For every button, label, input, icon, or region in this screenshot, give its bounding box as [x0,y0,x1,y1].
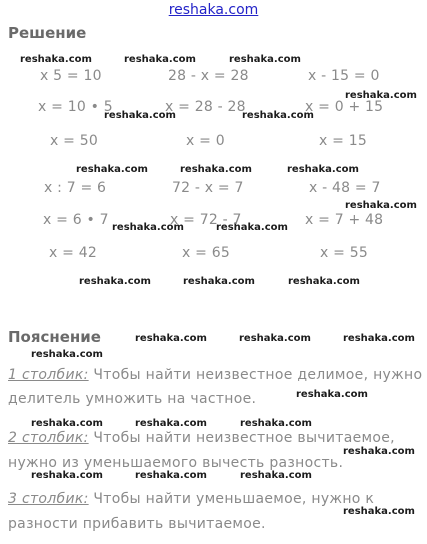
equation: x - 15 = 0 [308,68,380,84]
explanation-3-label: 3 столбик: [8,491,89,507]
watermark: reshaka.com [112,222,184,233]
watermark: reshaka.com [216,222,288,233]
equation: x = 7 + 48 [305,212,384,228]
site-title-link[interactable]: reshaka.com [168,2,259,18]
watermark: reshaka.com [242,110,314,121]
equation: x = 72 - 7 [170,212,242,228]
explanation-2-line-2: нужно из уменьшаемого вычесть разность. [8,455,344,471]
watermark: reshaka.com [343,446,415,457]
watermark: reshaka.com [135,418,207,429]
watermark: reshaka.com [345,90,417,101]
equation: x = 42 [49,245,97,261]
watermark: reshaka.com [31,470,103,481]
watermark: reshaka.com [183,276,255,287]
watermark: reshaka.com [345,200,417,211]
watermark: reshaka.com [31,349,103,360]
equation: x = 0 + 15 [305,99,384,115]
explanation-3-text: Чтобы найти уменьшаемое, нужно к [88,491,375,507]
explanation-1-label: 1 столбик: [8,367,89,383]
watermark: reshaka.com [287,164,359,175]
watermark: reshaka.com [124,54,196,65]
equation: x = 65 [182,245,230,261]
explanation-3-line-2: разности прибавить вычитаемое. [8,516,266,532]
watermark: reshaka.com [229,54,301,65]
equation: x - 48 = 7 [309,180,381,196]
watermark: reshaka.com [296,389,368,400]
explanation-2-label: 2 столбик: [8,430,89,446]
watermark: reshaka.com [31,418,103,429]
watermark: reshaka.com [180,164,252,175]
watermark: reshaka.com [288,276,360,287]
equation: x = 50 [50,133,98,149]
explanation-1-line-1 [8,367,422,383]
explanation-3-line-1 [8,491,374,507]
equation: x = 10 • 5 [38,99,113,115]
equation: x = 15 [319,133,367,149]
watermark: reshaka.com [239,333,311,344]
watermark: reshaka.com [76,164,148,175]
explanation-1-text: Чтобы найти неизвестное делимое, нужно [88,367,423,383]
watermark: reshaka.com [135,470,207,481]
equation: x = 0 [186,133,225,149]
explanation-1-line-2: делитель умножить на частное. [8,391,257,407]
explanation-heading: Пояснение [8,328,101,346]
watermark: reshaka.com [240,470,312,481]
solution-heading: Решение [8,24,87,42]
equation: 72 - x = 7 [172,180,244,196]
equation: x = 6 • 7 [43,212,109,228]
equation: 28 - x = 28 [168,68,249,84]
equation: x 5 = 10 [40,68,102,84]
watermark: reshaka.com [79,276,151,287]
watermark: reshaka.com [343,333,415,344]
equation: x = 55 [320,245,368,261]
equation: x = 28 - 28 [165,99,246,115]
equation: x : 7 = 6 [44,180,107,196]
explanation-2-text: Чтобы найти неизвестное вычитаемое, [88,430,395,446]
watermark: reshaka.com [240,418,312,429]
explanation-2-line-1 [8,430,395,446]
watermark: reshaka.com [104,110,176,121]
watermark: reshaka.com [20,54,92,65]
watermark: reshaka.com [343,506,415,517]
watermark: reshaka.com [135,333,207,344]
